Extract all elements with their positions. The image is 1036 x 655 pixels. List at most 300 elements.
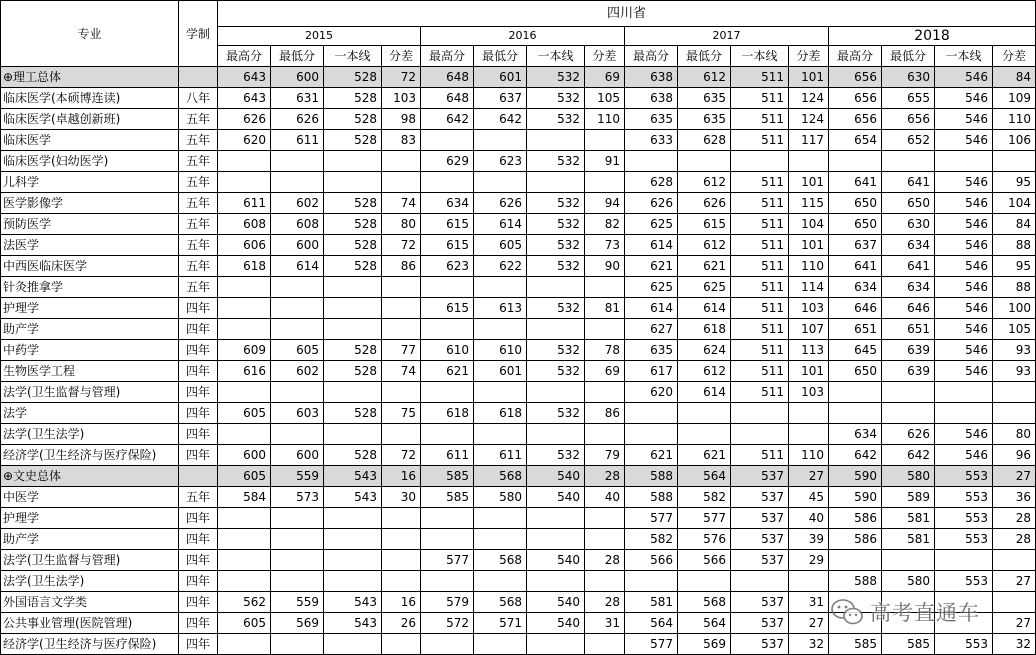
tier-line-cell: 553: [935, 466, 993, 487]
duration-cell: 五年: [179, 151, 218, 172]
min-score-cell: 618: [678, 319, 731, 340]
tier-line-cell: [731, 571, 789, 592]
min-score-cell: 605: [271, 340, 324, 361]
score-gap-cell: 95: [993, 256, 1036, 277]
score-gap-cell: 28: [585, 592, 625, 613]
major-name: 针灸推拿学: [1, 277, 179, 298]
max-score-cell: 635: [625, 109, 678, 130]
min-score-cell: 581: [882, 508, 935, 529]
table-row: [1, 403, 1036, 424]
min-score-cell: [678, 403, 731, 424]
header-max-score: 最高分: [829, 46, 882, 67]
score-gap-cell: 28: [993, 508, 1036, 529]
min-score-cell: 622: [474, 256, 527, 277]
tier-line-cell: 511: [731, 109, 789, 130]
min-score-cell: 564: [678, 613, 731, 634]
max-score-cell: 616: [218, 361, 271, 382]
duration-cell: 五年: [179, 193, 218, 214]
tier-line-cell: 532: [527, 340, 585, 361]
max-score-cell: 611: [218, 193, 271, 214]
min-score-cell: [271, 319, 324, 340]
min-score-cell: 631: [271, 88, 324, 109]
duration-cell: 四年: [179, 592, 218, 613]
score-gap-cell: 124: [789, 109, 829, 130]
score-gap-cell: 31: [585, 613, 625, 634]
tier-line-cell: 511: [731, 130, 789, 151]
tier-line-cell: 537: [731, 466, 789, 487]
max-score-cell: [829, 592, 882, 613]
max-score-cell: 610: [421, 340, 474, 361]
min-score-cell: 650: [882, 193, 935, 214]
score-gap-cell: 77: [382, 340, 421, 361]
duration-cell: 五年: [179, 130, 218, 151]
header-year-2016: 2016: [421, 27, 625, 46]
max-score-cell: 618: [421, 403, 474, 424]
score-gap-cell: 86: [382, 256, 421, 277]
max-score-cell: 590: [829, 487, 882, 508]
max-score-cell: 585: [829, 634, 882, 655]
score-gap-cell: 32: [789, 634, 829, 655]
major-name: 护理学: [1, 298, 179, 319]
score-gap-cell: 90: [585, 256, 625, 277]
max-score-cell: [421, 130, 474, 151]
tier-line-cell: 546: [935, 277, 993, 298]
table-row: [1, 445, 1036, 466]
tier-line-cell: 511: [731, 67, 789, 88]
score-gap-cell: [382, 151, 421, 172]
duration-cell: 四年: [179, 571, 218, 592]
score-gap-cell: 27: [993, 466, 1036, 487]
min-score-cell: 566: [678, 550, 731, 571]
tier-line-cell: 546: [935, 424, 993, 445]
table-row: [1, 298, 1036, 319]
score-gap-cell: 110: [789, 256, 829, 277]
max-score-cell: [421, 319, 474, 340]
min-score-cell: 600: [271, 235, 324, 256]
tier-line-cell: 537: [731, 529, 789, 550]
tier-line-cell: 532: [527, 67, 585, 88]
min-score-cell: [271, 424, 324, 445]
tier-line-cell: [324, 151, 382, 172]
max-score-cell: [625, 151, 678, 172]
min-score-cell: 569: [271, 613, 324, 634]
major-name: 中药学: [1, 340, 179, 361]
score-gap-cell: 28: [585, 466, 625, 487]
max-score-cell: 650: [829, 193, 882, 214]
score-gap-cell: 113: [789, 340, 829, 361]
score-gap-cell: [382, 319, 421, 340]
tier-line-cell: 537: [731, 613, 789, 634]
score-gap-cell: 110: [585, 109, 625, 130]
major-name: 中医学: [1, 487, 179, 508]
score-gap-cell: 103: [382, 88, 421, 109]
min-score-cell: 626: [882, 424, 935, 445]
table-row: [1, 382, 1036, 403]
major-name: 临床医学(妇幼医学): [1, 151, 179, 172]
max-score-cell: [218, 550, 271, 571]
score-gap-cell: 75: [382, 403, 421, 424]
max-score-cell: 585: [421, 487, 474, 508]
duration-cell: 五年: [179, 235, 218, 256]
tier-line-cell: 511: [731, 214, 789, 235]
max-score-cell: [218, 319, 271, 340]
max-score-cell: [421, 529, 474, 550]
major-name: 法学(卫生监督与管理): [1, 382, 179, 403]
min-score-cell: 573: [271, 487, 324, 508]
score-gap-cell: 45: [789, 487, 829, 508]
min-score-cell: 626: [678, 193, 731, 214]
min-score-cell: 571: [474, 613, 527, 634]
table-row: [1, 571, 1036, 592]
tier-line-cell: 511: [731, 340, 789, 361]
min-score-cell: 564: [678, 466, 731, 487]
score-gap-cell: 84: [993, 214, 1036, 235]
table-row: [1, 277, 1036, 298]
min-score-cell: 615: [678, 214, 731, 235]
tier-line-cell: [324, 508, 382, 529]
min-score-cell: 559: [271, 592, 324, 613]
tier-line-cell: [935, 382, 993, 403]
tier-line-cell: [324, 277, 382, 298]
table-row: [1, 193, 1036, 214]
tier-line-cell: 540: [527, 487, 585, 508]
max-score-cell: 608: [218, 214, 271, 235]
max-score-cell: 621: [625, 256, 678, 277]
score-gap-cell: 107: [789, 319, 829, 340]
max-score-cell: 642: [421, 109, 474, 130]
tier-line-cell: 537: [731, 550, 789, 571]
header-max-score: 最高分: [218, 46, 271, 67]
tier-line-cell: [935, 592, 993, 613]
min-score-cell: 639: [882, 361, 935, 382]
tier-line-cell: [527, 172, 585, 193]
tier-line-cell: 553: [935, 634, 993, 655]
tier-line-cell: [324, 424, 382, 445]
duration-cell: 五年: [179, 172, 218, 193]
score-gap-cell: [993, 592, 1036, 613]
tier-line-cell: 532: [527, 445, 585, 466]
tier-line-cell: 546: [935, 109, 993, 130]
tier-line-cell: 540: [527, 613, 585, 634]
duration-cell: 五年: [179, 277, 218, 298]
max-score-cell: 627: [625, 319, 678, 340]
duration-cell: 四年: [179, 550, 218, 571]
score-gap-cell: [993, 151, 1036, 172]
tier-line-cell: 528: [324, 88, 382, 109]
min-score-cell: 600: [271, 67, 324, 88]
min-score-cell: [474, 382, 527, 403]
tier-line-cell: [324, 571, 382, 592]
duration-cell: 四年: [179, 508, 218, 529]
max-score-cell: 642: [829, 445, 882, 466]
min-score-cell: 641: [882, 256, 935, 277]
max-score-cell: 620: [625, 382, 678, 403]
tier-line-cell: 543: [324, 592, 382, 613]
major-name: 临床医学: [1, 130, 179, 151]
score-gap-cell: 96: [993, 445, 1036, 466]
min-score-cell: [882, 613, 935, 634]
tier-line-cell: [324, 172, 382, 193]
score-gap-cell: 115: [789, 193, 829, 214]
score-gap-cell: 114: [789, 277, 829, 298]
max-score-cell: 635: [625, 340, 678, 361]
score-gap-cell: 29: [789, 550, 829, 571]
score-gap-cell: 80: [993, 424, 1036, 445]
table-row: [1, 592, 1036, 613]
min-score-cell: 589: [882, 487, 935, 508]
score-gap-cell: 109: [993, 88, 1036, 109]
score-gap-cell: [382, 382, 421, 403]
tier-line-cell: 511: [731, 277, 789, 298]
score-gap-cell: 100: [993, 298, 1036, 319]
max-score-cell: 626: [625, 193, 678, 214]
tier-line-cell: 553: [935, 508, 993, 529]
max-score-cell: [421, 277, 474, 298]
tier-line-cell: 546: [935, 214, 993, 235]
max-score-cell: [218, 172, 271, 193]
tier-line-cell: 532: [527, 88, 585, 109]
summary-row: [1, 67, 1036, 88]
min-score-cell: [882, 592, 935, 613]
tier-line-cell: 546: [935, 172, 993, 193]
tier-line-cell: 532: [527, 214, 585, 235]
max-score-cell: [218, 424, 271, 445]
max-score-cell: [421, 508, 474, 529]
tier-line-cell: [527, 424, 585, 445]
max-score-cell: 609: [218, 340, 271, 361]
max-score-cell: [421, 571, 474, 592]
tier-line-cell: [527, 130, 585, 151]
duration-cell: 五年: [179, 256, 218, 277]
header-duration: 学制: [179, 1, 218, 67]
max-score-cell: 615: [421, 214, 474, 235]
duration-cell: 四年: [179, 613, 218, 634]
score-gap-cell: [382, 550, 421, 571]
max-score-cell: [218, 382, 271, 403]
max-score-cell: 638: [625, 67, 678, 88]
score-gap-cell: 104: [993, 193, 1036, 214]
max-score-cell: [829, 550, 882, 571]
min-score-cell: 610: [474, 340, 527, 361]
score-gap-cell: 32: [993, 634, 1036, 655]
max-score-cell: 626: [218, 109, 271, 130]
min-score-cell: 628: [678, 130, 731, 151]
min-score-cell: 603: [271, 403, 324, 424]
score-gap-cell: 103: [789, 298, 829, 319]
header-score-gap: 分差: [789, 46, 829, 67]
max-score-cell: 638: [625, 88, 678, 109]
major-name: 生物医学工程: [1, 361, 179, 382]
max-score-cell: 648: [421, 88, 474, 109]
score-gap-cell: 31: [789, 592, 829, 613]
score-gap-cell: [585, 571, 625, 592]
max-score-cell: 641: [829, 256, 882, 277]
major-name: 助产学: [1, 319, 179, 340]
min-score-cell: 635: [678, 88, 731, 109]
major-name: 经济学(卫生经济与医疗保险): [1, 634, 179, 655]
min-score-cell: 580: [882, 466, 935, 487]
score-gap-cell: 106: [993, 130, 1036, 151]
max-score-cell: [625, 424, 678, 445]
min-score-cell: 642: [474, 109, 527, 130]
duration-cell: 四年: [179, 529, 218, 550]
tier-line-cell: 532: [527, 109, 585, 130]
duration-cell: [179, 466, 218, 487]
score-gap-cell: 93: [993, 361, 1036, 382]
tier-line-cell: 511: [731, 382, 789, 403]
max-score-cell: 605: [218, 403, 271, 424]
tier-line-cell: 546: [935, 256, 993, 277]
min-score-cell: [271, 508, 324, 529]
min-score-cell: 568: [474, 592, 527, 613]
min-score-cell: [271, 151, 324, 172]
min-score-cell: 626: [474, 193, 527, 214]
tier-line-cell: 528: [324, 340, 382, 361]
min-score-cell: 630: [882, 214, 935, 235]
min-score-cell: [678, 571, 731, 592]
score-gap-cell: 73: [585, 235, 625, 256]
tier-line-cell: 511: [731, 193, 789, 214]
table-row: [1, 319, 1036, 340]
tier-line-cell: 537: [731, 634, 789, 655]
major-name: 法学: [1, 403, 179, 424]
tier-line-cell: 532: [527, 235, 585, 256]
min-score-cell: 639: [882, 340, 935, 361]
score-gap-cell: 101: [789, 172, 829, 193]
header-province: 四川省: [218, 1, 1036, 27]
min-score-cell: 559: [271, 466, 324, 487]
header-year-2018: 2018: [829, 27, 1036, 46]
tier-line-cell: 540: [527, 466, 585, 487]
header-max-score: 最高分: [625, 46, 678, 67]
score-gap-cell: 81: [585, 298, 625, 319]
tier-line-cell: 511: [731, 445, 789, 466]
tier-line-cell: 528: [324, 445, 382, 466]
min-score-cell: 630: [882, 67, 935, 88]
score-gap-cell: 91: [585, 151, 625, 172]
min-score-cell: 568: [678, 592, 731, 613]
tier-line-cell: 546: [935, 67, 993, 88]
max-score-cell: 650: [829, 361, 882, 382]
tier-line-cell: 511: [731, 256, 789, 277]
min-score-cell: [474, 130, 527, 151]
max-score-cell: [218, 634, 271, 655]
score-gap-cell: 27: [993, 613, 1036, 634]
min-score-cell: [882, 550, 935, 571]
max-score-cell: 621: [625, 445, 678, 466]
max-score-cell: 577: [625, 508, 678, 529]
tier-line-cell: 540: [527, 592, 585, 613]
score-gap-cell: 101: [789, 67, 829, 88]
min-score-cell: 637: [474, 88, 527, 109]
score-gap-cell: [585, 634, 625, 655]
table-row: [1, 550, 1036, 571]
tier-line-cell: 546: [935, 130, 993, 151]
score-gap-cell: 39: [789, 529, 829, 550]
min-score-cell: [882, 151, 935, 172]
score-gap-cell: 72: [382, 67, 421, 88]
tier-line-cell: 511: [731, 172, 789, 193]
min-score-cell: 626: [271, 109, 324, 130]
tier-line-cell: [527, 277, 585, 298]
table-row: [1, 361, 1036, 382]
tier-line-cell: 553: [935, 571, 993, 592]
table-row: [1, 529, 1036, 550]
tier-line-cell: 553: [935, 487, 993, 508]
min-score-cell: 634: [882, 235, 935, 256]
score-gap-cell: [382, 571, 421, 592]
max-score-cell: 643: [218, 67, 271, 88]
major-name: 外国语言文学类: [1, 592, 179, 613]
score-gap-cell: [585, 424, 625, 445]
tier-line-cell: 532: [527, 403, 585, 424]
score-gap-cell: [585, 382, 625, 403]
min-score-cell: 614: [474, 214, 527, 235]
max-score-cell: [829, 403, 882, 424]
min-score-cell: [271, 634, 324, 655]
header-score-gap: 分差: [993, 46, 1036, 67]
tier-line-cell: 528: [324, 403, 382, 424]
max-score-cell: [421, 172, 474, 193]
duration-cell: 四年: [179, 445, 218, 466]
header-tier-line: 一本线: [324, 46, 382, 67]
max-score-cell: 643: [218, 88, 271, 109]
duration-cell: 八年: [179, 88, 218, 109]
min-score-cell: 576: [678, 529, 731, 550]
min-score-cell: [271, 550, 324, 571]
min-score-cell: 634: [882, 277, 935, 298]
tier-line-cell: [324, 298, 382, 319]
max-score-cell: [218, 277, 271, 298]
score-gap-cell: 72: [382, 235, 421, 256]
header-score-gap: 分差: [382, 46, 421, 67]
score-gap-cell: [993, 403, 1036, 424]
score-gap-cell: 105: [993, 319, 1036, 340]
table-row: [1, 235, 1036, 256]
max-score-cell: [421, 424, 474, 445]
tier-line-cell: 532: [527, 361, 585, 382]
duration-cell: 五年: [179, 109, 218, 130]
max-score-cell: [218, 571, 271, 592]
score-gap-cell: [789, 424, 829, 445]
tier-line-cell: [527, 508, 585, 529]
min-score-cell: [474, 172, 527, 193]
major-name: 法学(卫生监督与管理): [1, 550, 179, 571]
min-score-cell: 577: [678, 508, 731, 529]
min-score-cell: [678, 424, 731, 445]
tier-line-cell: 553: [935, 529, 993, 550]
table-row: [1, 613, 1036, 634]
table-row: [1, 151, 1036, 172]
max-score-cell: 628: [625, 172, 678, 193]
min-score-cell: 580: [474, 487, 527, 508]
score-gap-cell: [382, 172, 421, 193]
min-score-cell: 642: [882, 445, 935, 466]
score-gap-cell: 40: [789, 508, 829, 529]
score-gap-cell: [789, 403, 829, 424]
score-gap-cell: 84: [993, 67, 1036, 88]
min-score-cell: [271, 172, 324, 193]
tier-line-cell: 528: [324, 193, 382, 214]
max-score-cell: 648: [421, 67, 474, 88]
header-min-score: 最低分: [271, 46, 324, 67]
max-score-cell: 588: [829, 571, 882, 592]
max-score-cell: 577: [625, 634, 678, 655]
major-name: 法学(卫生法学): [1, 571, 179, 592]
tier-line-cell: 543: [324, 487, 382, 508]
min-score-cell: 568: [474, 550, 527, 571]
score-gap-cell: 93: [993, 340, 1036, 361]
